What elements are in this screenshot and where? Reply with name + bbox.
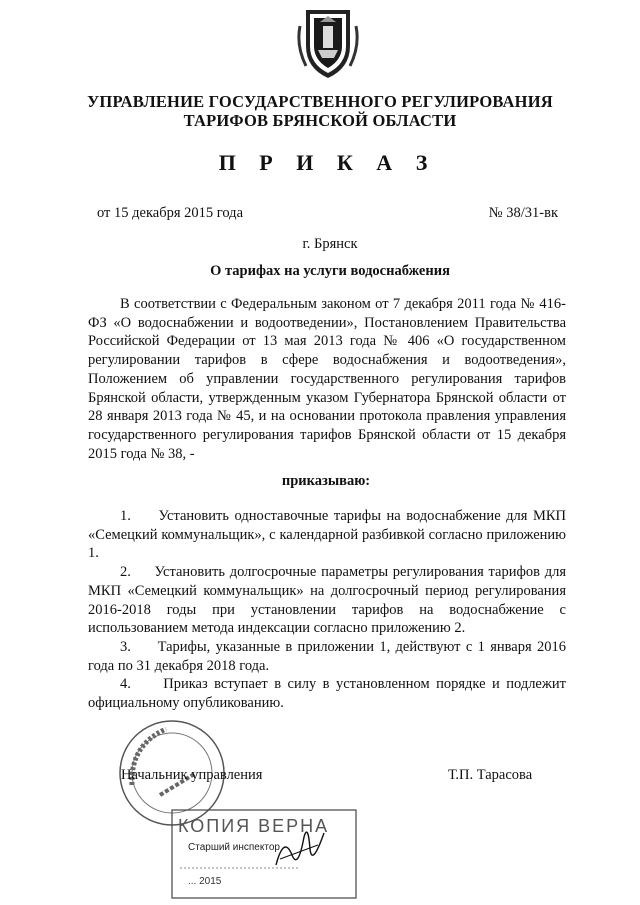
signatory-name: Т.П. Тарасова — [448, 767, 533, 783]
city: г. Брянск — [302, 236, 358, 252]
stamp-copy-role: Старший инспектор — [188, 842, 280, 853]
order-date: от 15 декабря 2015 года — [97, 205, 243, 221]
stamp-copy-title: КОПИЯ ВЕРНА — [178, 816, 330, 836]
order-item-2: 2. Установить долгосрочные параметры регулирования тарифов для МКП «Семецкий коммунальщик» на долгосрочный период регулирования 2016-2018 годы при установлении тарифов на водоснабжение с использованием метода индексации согласно приложению 2. — [88, 564, 566, 637]
order-item-1: 1. Установить одноставочные тарифы на водоснабжение для МКП «Семецкий коммунальщик», с календарной разбивкой согласно приложению 1. — [88, 508, 566, 562]
handwritten-signature — [270, 815, 330, 875]
organization-name-line1: УПРАВЛЕНИЕ ГОСУДАРСТВЕННОГО РЕГУЛИРОВАНИЯ — [87, 92, 553, 111]
coat-of-arms-emblem-icon — [296, 6, 360, 80]
order-item-4: 4. Приказ вступает в силу в установленном порядке и подлежит официальному опубликованию. — [88, 676, 566, 712]
signatory-position: Начальник управления — [121, 767, 263, 783]
order-items-list — [88, 507, 566, 713]
order-number: № 38/31-вк — [488, 205, 558, 221]
organization-name-line2: ТАРИФОВ БРЯНСКОЙ ОБЛАСТИ — [183, 111, 457, 130]
order-directive-word: приказываю: — [281, 473, 371, 489]
order-item-3: 3. Тарифы, указанные в приложении 1, действуют с 1 января 2016 года по 31 декабря 2018 года. — [88, 638, 566, 674]
document-title: П Р И К А З — [218, 150, 437, 175]
stamp-copy-date: ... 2015 — [188, 876, 222, 887]
preamble-paragraph: В соответствии с Федеральным законом от 7 декабря 2011 года № 416-ФЗ «О водоснабжении и водоотведении», Постановлением Правительства Российской Федерации от 13 мая 2013 года № 406 «О государственном регулировании тарифов в сфере водоснабжения и водоотведения», Положением об управлении государственного регулирования тарифов Брянской области, утвержденным указом Губернатора Брянской области от 28 января 2013 года № 45, и на основании протокола правления управления государственного регулирования тарифов Брянской области от 15 декабря 2015 года № 38, - — [88, 296, 566, 462]
order-subject: О тарифах на услуги водоснабжения — [210, 263, 450, 279]
